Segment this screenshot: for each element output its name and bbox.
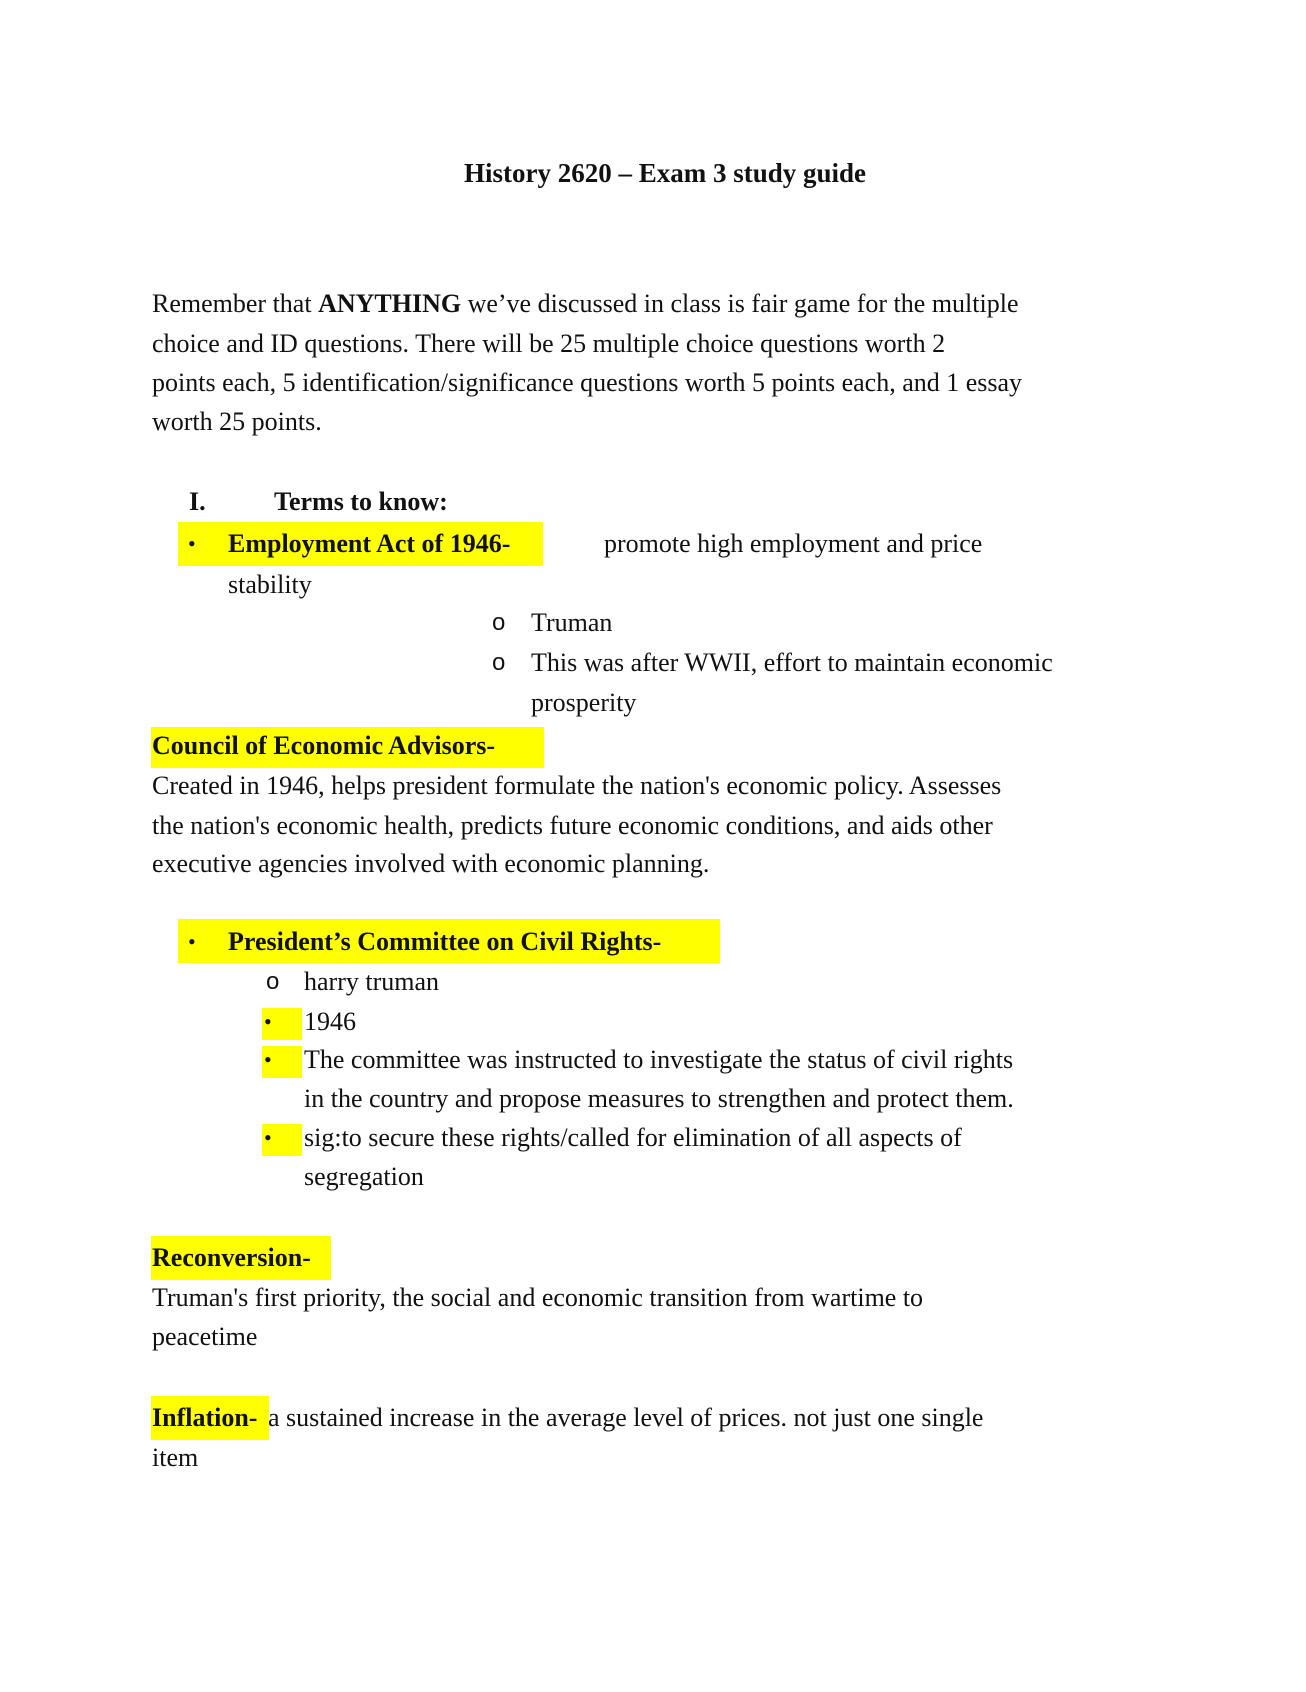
employment-act-sub-1: Truman	[531, 608, 613, 637]
sub-bullet-marker: o	[492, 609, 506, 636]
employment-act-sub-2-line-1: This was after WWII, effort to maintain economic	[531, 648, 1053, 677]
term-employment-act: Employment Act of 1946-	[228, 529, 511, 558]
reconversion-line-2: peacetime	[152, 1322, 258, 1351]
civil-rights-sub-4-line-1: sig:to secure these rights/called for elimination of all aspects of	[304, 1123, 962, 1152]
reconversion-line-1: Truman's first priority, the social and economic transition from wartime to	[152, 1283, 924, 1312]
bullet-civil-rights: •	[188, 929, 196, 954]
section-heading: Terms to know:	[274, 487, 448, 516]
civil-rights-sub-4-line-2: segregation	[304, 1162, 424, 1191]
document-title: History 2620 – Exam 3 study guide	[464, 158, 867, 188]
council-line-3: executive agencies involved with economic planning.	[152, 849, 710, 878]
intro-line-2: choice and ID questions. There will be 25 multiple choice questions worth 2	[152, 329, 946, 358]
bullet-employment-act: •	[188, 531, 196, 556]
intro-line-1	[152, 289, 1018, 319]
council-line-1: Created in 1946, helps president formulate the nation's economic policy. Assesses	[152, 771, 1002, 800]
inflation-line-2: item	[152, 1443, 199, 1472]
sub-bullet-marker: o	[492, 649, 506, 676]
sub-bullet-marker: o	[266, 968, 280, 995]
term-inflation: Inflation-	[152, 1403, 258, 1432]
civil-rights-sub-2: 1946	[304, 1007, 356, 1036]
civil-rights-sub-3-line-2: in the country and propose measures to strengthen and protect them.	[304, 1084, 1014, 1113]
council-line-2: the nation's economic health, predicts future economic conditions, and aids other	[152, 811, 993, 840]
intro-emphasis: ANYTHING	[318, 289, 462, 318]
employment-act-definition-line-1: promote high employment and price	[604, 529, 983, 558]
section-numeral: I.	[189, 487, 206, 516]
term-reconversion: Reconversion-	[152, 1243, 311, 1272]
employment-act-sub-2-line-2: prosperity	[531, 688, 637, 717]
employment-act-definition-line-2: stability	[228, 570, 312, 599]
sub-bullet-dot: •	[264, 1125, 272, 1150]
intro-line-3: points each, 5 identification/significance questions worth 5 points each, and 1 essay	[152, 368, 1023, 397]
civil-rights-sub-1: harry truman	[304, 967, 440, 996]
intro-line-1-post: we’ve discussed in class is fair game for the multiple	[461, 289, 1019, 318]
inflation-line-1: a sustained increase in the average level of prices. not just one single	[268, 1403, 984, 1432]
sub-bullet-dot: •	[264, 1047, 272, 1072]
civil-rights-sub-3-line-1: The committee was instructed to investigate the status of civil rights	[304, 1045, 1014, 1074]
term-civil-rights: President’s Committee on Civil Rights-	[228, 927, 662, 956]
term-council: Council of Economic Advisors-	[152, 731, 496, 760]
sub-bullet-dot: •	[264, 1009, 272, 1034]
intro-line-1-pre: Remember that	[152, 289, 319, 318]
intro-line-4: worth 25 points.	[152, 407, 322, 436]
